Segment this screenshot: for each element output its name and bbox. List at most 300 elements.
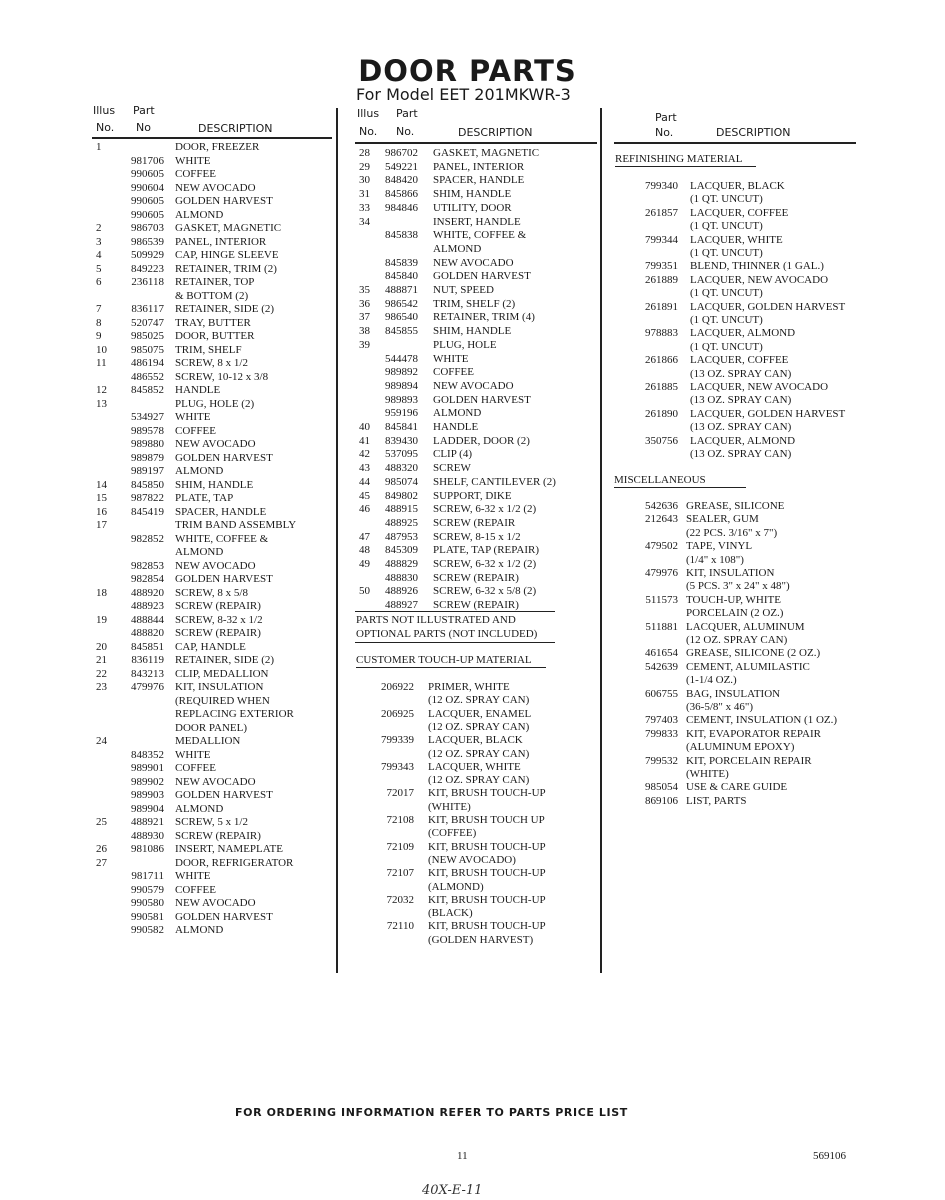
- table-row: [0, 314, 945, 327]
- illus-number: 30: [359, 174, 370, 187]
- table-row: [0, 841, 945, 854]
- table-row: [0, 220, 945, 233]
- part-description: NEW AVOCADO: [175, 775, 256, 788]
- table-row: [0, 180, 945, 193]
- part-number: 797403: [645, 714, 678, 727]
- table-row: [0, 594, 945, 607]
- part-description: SHIM, HANDLE: [433, 188, 512, 201]
- page-number: 11: [457, 1150, 468, 1162]
- illus-number: 44: [359, 475, 370, 488]
- part-description: SHIM, HANDLE: [175, 478, 254, 491]
- part-number: 537095: [385, 448, 418, 461]
- part-description: SEALER, GUM: [686, 513, 759, 526]
- table-row: [0, 435, 945, 448]
- illus-number: 18: [96, 586, 107, 599]
- section-rule: [355, 611, 555, 612]
- part-number: 488820: [131, 627, 164, 639]
- part-no-header: No: [136, 121, 151, 134]
- part-description: INSERT, HANDLE: [433, 215, 521, 228]
- illus-number: 19: [96, 613, 107, 626]
- table-row: [0, 327, 945, 340]
- part-number: 261857: [645, 206, 678, 219]
- part-description: (12 OZ. SPRAY CAN): [428, 720, 530, 733]
- part-description: LACQUER, WHITE: [690, 233, 783, 246]
- table-row: [0, 701, 945, 714]
- part-description: PRIMER, WHITE: [428, 681, 510, 693]
- illus-number: 17: [96, 519, 107, 531]
- part-number: 985074: [385, 475, 418, 488]
- part-description: COFFEE: [175, 168, 216, 180]
- part-description: (GOLDEN HARVEST): [428, 933, 534, 946]
- table-row: [0, 554, 945, 567]
- part-description: SCREW (REPAIR): [433, 599, 519, 612]
- illus-number: 3: [96, 235, 102, 248]
- part-description: (ALMOND): [428, 880, 484, 893]
- part-description: (1-1/4 OZ.): [686, 674, 737, 687]
- part-description: GOLDEN HARVEST: [175, 910, 273, 923]
- part-number: 989879: [131, 451, 164, 464]
- part-description: NEW AVOCADO: [433, 379, 514, 392]
- illus-number: 28: [359, 147, 370, 159]
- table-row: [0, 854, 945, 867]
- illus-number: 45: [359, 489, 370, 502]
- table-row: [0, 513, 945, 526]
- part-number: 959196: [385, 407, 418, 420]
- illus-number: 43: [359, 462, 370, 475]
- part-description: ALMOND: [175, 208, 224, 221]
- part-description: (36-5/8" x 46"): [686, 701, 754, 713]
- part-number: 990580: [131, 897, 164, 909]
- part-number: 799833: [645, 727, 678, 740]
- not-illustrated-note: PARTS NOT ILLUSTRATED AND: [356, 614, 516, 626]
- part-description: PLUG, HOLE (2): [175, 397, 255, 410]
- part-description: MEDALLION: [175, 735, 241, 747]
- illus-number: 20: [96, 640, 107, 653]
- table-row: [0, 527, 945, 540]
- illus-number: 50: [359, 585, 370, 598]
- illus-no-header: No.: [359, 125, 378, 138]
- part-description: (1/4" x 108"): [686, 553, 744, 566]
- table-row: [0, 462, 945, 475]
- table-row: [0, 881, 945, 894]
- part-description: WHITE: [175, 411, 211, 423]
- part-description: SCREW, 8-15 x 1/2: [433, 530, 521, 543]
- part-description: SCREW (REPAIR): [433, 571, 519, 584]
- part-description: PORCELAIN (2 OZ.): [686, 607, 784, 620]
- table-row: [0, 394, 945, 407]
- part-description: NEW AVOCADO: [175, 559, 256, 572]
- part-number: 869106: [645, 794, 678, 807]
- illus-number: 23: [96, 681, 107, 693]
- part-number: 72032: [386, 893, 414, 906]
- part-description: PLATE, TAP (REPAIR): [433, 544, 539, 557]
- part-description: SCREW (REPAIR: [433, 516, 516, 529]
- part-number: 839430: [385, 434, 418, 447]
- part-number: 799340: [645, 180, 678, 192]
- part-number: 845850: [131, 478, 164, 491]
- part-number: 488927: [385, 599, 418, 612]
- part-description: DOOR, FREEZER: [175, 141, 260, 153]
- table-row: [0, 476, 945, 489]
- ordering-note: FOR ORDERING INFORMATION REFER TO PARTS PRICE LIST: [235, 1106, 628, 1119]
- part-number: 487953: [385, 530, 418, 543]
- part-number: 984846: [385, 201, 418, 214]
- part-description: RETAINER, SIDE (2): [175, 303, 275, 315]
- part-number: 544478: [385, 352, 418, 365]
- part-number: 72017: [386, 787, 414, 800]
- part-description: UTILITY, DOOR: [433, 201, 512, 214]
- table-row: [0, 234, 945, 247]
- part-description: (13 OZ. SPRAY CAN): [690, 367, 792, 380]
- section-rule: [355, 642, 555, 643]
- part-description: KIT, BRUSH TOUCH UP: [428, 814, 545, 826]
- table-row: [0, 894, 945, 907]
- table-row: [0, 728, 945, 741]
- part-description: SCREW, 6-32 x 1/2 (2): [433, 558, 537, 570]
- part-number: 799343: [381, 760, 414, 773]
- part-description: LACQUER, GOLDEN HARVEST: [690, 300, 846, 313]
- part-description: LACQUER, GOLDEN HARVEST: [690, 407, 846, 420]
- part-number: 981086: [131, 843, 164, 855]
- part-description: & BOTTOM (2): [175, 289, 249, 302]
- part-number: 511573: [645, 593, 678, 606]
- part-description: GOLDEN HARVEST: [175, 789, 273, 801]
- illus-number: 10: [96, 343, 107, 356]
- illus-number: 8: [96, 316, 102, 329]
- handwritten-note: 40X-E-11: [422, 1183, 483, 1198]
- part-number: 488923: [131, 600, 164, 612]
- part-description: USE & CARE GUIDE: [686, 781, 788, 794]
- part-description: DOOR, BUTTER: [175, 330, 255, 342]
- part-number: 509929: [131, 249, 164, 261]
- part-number: 986702: [385, 147, 418, 159]
- part-description: SPACER, HANDLE: [433, 174, 525, 187]
- part-description: (13 OZ. SPRAY CAN): [690, 448, 792, 460]
- part-number: 990605: [131, 208, 164, 221]
- part-number: 989893: [385, 393, 418, 406]
- part-description: (1 QT. UNCUT): [690, 220, 763, 233]
- part-number: 836117: [131, 303, 164, 315]
- illus-number: 49: [359, 558, 370, 570]
- part-number: 261885: [645, 381, 678, 393]
- part-number: 989578: [131, 424, 164, 437]
- part-description: TRIM BAND ASSEMBLY: [175, 519, 297, 531]
- part-description: LACQUER, NEW AVOCADO: [690, 273, 829, 286]
- part-number: 985025: [131, 330, 164, 342]
- part-number: 488320: [385, 462, 418, 475]
- part-number: 206922: [381, 681, 414, 693]
- illus-number: 14: [96, 478, 107, 491]
- part-number: 511881: [645, 620, 678, 633]
- table-row: [0, 814, 945, 827]
- part-description: KIT, INSULATION: [686, 567, 775, 579]
- part-description: ALMOND: [175, 546, 224, 558]
- part-number: 236118: [131, 276, 164, 288]
- part-description: KIT, BRUSH TOUCH-UP: [428, 920, 546, 933]
- part-description: WHITE, COFFEE &: [175, 532, 269, 545]
- part-number: 479976: [131, 681, 164, 693]
- table-row: [0, 907, 945, 920]
- part-description: SCREW, 6-32 x 1/2 (2): [433, 503, 537, 516]
- part-description: LACQUER, NEW AVOCADO: [690, 381, 829, 393]
- part-number: 985054: [645, 781, 678, 794]
- part-number: 799339: [381, 734, 414, 747]
- part-description: DOOR, REFRIGERATOR: [175, 856, 294, 869]
- part-description: COFFEE: [175, 424, 216, 437]
- document-number: 569106: [813, 1150, 846, 1162]
- table-row: [0, 421, 945, 434]
- part-description: KIT, BRUSH TOUCH-UP: [428, 867, 546, 880]
- part-description: PLUG, HOLE: [433, 338, 497, 351]
- part-description: NEW AVOCADO: [175, 181, 256, 194]
- part-description: GOLDEN HARVEST: [433, 270, 531, 283]
- part-number: 534927: [131, 411, 164, 423]
- table-row: [0, 827, 945, 840]
- illus-number: 38: [359, 325, 370, 338]
- part-description: RETAINER, TRIM (4): [433, 311, 535, 324]
- part-description: PLATE, TAP: [175, 492, 234, 504]
- part-number: 990582: [131, 924, 164, 936]
- table-row: [0, 338, 945, 354]
- part-number: 989903: [131, 789, 164, 801]
- part-number: 488829: [385, 558, 418, 570]
- part-number: 799344: [645, 233, 678, 246]
- illus-number: 9: [96, 330, 102, 342]
- part-description: SHIM, HANDLE: [433, 325, 512, 338]
- part-description: (5 PCS. 3" x 24" x 48"): [686, 580, 790, 593]
- part-number: 845840: [385, 270, 418, 283]
- part-description: GOLDEN HARVEST: [175, 451, 273, 464]
- table-row: [0, 741, 945, 754]
- table-row: [0, 408, 945, 421]
- part-description: HANDLE: [175, 384, 221, 396]
- part-description: BLEND, THINNER (1 GAL.): [690, 260, 824, 273]
- part-header: Part: [396, 107, 418, 120]
- part-number: 989904: [131, 802, 164, 815]
- part-description: (22 PCS. 3/16" x 7"): [686, 526, 778, 539]
- part-number: 350756: [645, 434, 678, 447]
- part-description: (1 QT. UNCUT): [690, 193, 763, 206]
- part-description: REPLACING EXTERIOR: [175, 708, 294, 720]
- part-description: (1 QT. UNCUT): [690, 247, 763, 259]
- part-description: (12 OZ. SPRAY CAN): [428, 694, 530, 707]
- table-row: [0, 674, 945, 687]
- illus-no-header: No.: [96, 121, 115, 134]
- part-number: 542636: [645, 500, 678, 512]
- part-description: (WHITE): [686, 768, 729, 780]
- part-number: 845855: [385, 325, 418, 338]
- part-description: GASKET, MAGNETIC: [175, 222, 282, 234]
- part-description: (COFFEE): [428, 827, 477, 840]
- part-description: (NEW AVOCADO): [428, 853, 516, 866]
- part-number: 486194: [131, 357, 164, 369]
- illus-header: Illus: [93, 104, 116, 117]
- part-number: 990581: [131, 910, 164, 923]
- table-row: [0, 795, 945, 808]
- part-number: 488844: [131, 613, 164, 626]
- part-number: 986542: [385, 297, 418, 310]
- part-number: 479976: [645, 567, 678, 579]
- description-header: DESCRIPTION: [716, 126, 791, 139]
- part-number: 488915: [385, 503, 418, 516]
- part-number: 72108: [386, 814, 414, 826]
- part-number: 981706: [131, 154, 164, 167]
- part-description: ALMOND: [175, 465, 224, 477]
- part-header: Part: [133, 104, 155, 117]
- illus-number: 24: [96, 735, 107, 747]
- table-row: [0, 274, 945, 287]
- part-description: INSERT, NAMEPLATE: [175, 843, 283, 855]
- illus-number: 42: [359, 448, 370, 461]
- part-number: 849223: [131, 262, 164, 275]
- part-description: LACQUER, WHITE: [428, 760, 521, 773]
- part-number: 986539: [131, 235, 164, 248]
- part-description: SCREW, 6-32 x 5/8 (2): [433, 585, 537, 598]
- part-description: LADDER, DOOR (2): [433, 434, 530, 447]
- part-description: (12 OZ. SPRAY CAN): [428, 774, 530, 787]
- part-number: 488926: [385, 585, 418, 598]
- illus-number: 47: [359, 530, 370, 543]
- part-description: WHITE: [433, 352, 469, 365]
- part-description: WHITE: [175, 748, 211, 761]
- part-description: SCREW (REPAIR): [175, 600, 261, 612]
- part-description: WHITE: [175, 870, 211, 882]
- table-row: [0, 147, 945, 160]
- part-description: LACQUER, BLACK: [690, 180, 785, 192]
- touchup-heading: CUSTOMER TOUCH-UP MATERIAL: [356, 654, 546, 668]
- illus-number: 15: [96, 492, 107, 504]
- table-row: [0, 301, 945, 314]
- illus-number: 21: [96, 654, 107, 666]
- part-number: 520747: [131, 316, 164, 329]
- part-number: 981711: [131, 870, 164, 882]
- table-row: [0, 755, 945, 768]
- illus-number: 40: [359, 421, 370, 433]
- table-row: [0, 768, 945, 781]
- part-number: 261866: [645, 354, 678, 367]
- table-row: [0, 934, 945, 947]
- part-description: NEW AVOCADO: [175, 897, 256, 909]
- part-number: 799532: [645, 754, 678, 767]
- part-description: TAPE, VINYL: [686, 540, 753, 553]
- part-number: 848420: [385, 174, 418, 187]
- table-row: [0, 781, 945, 794]
- part-number: 845841: [385, 421, 418, 433]
- part-number: 990604: [131, 181, 164, 194]
- part-description: RETAINER, SIDE (2): [175, 654, 275, 666]
- illus-number: 27: [96, 856, 107, 869]
- part-number: 72110: [386, 920, 414, 933]
- table-row: [0, 193, 945, 206]
- part-number: 848352: [131, 748, 164, 761]
- refinishing-heading: REFINISHING MATERIAL: [615, 153, 756, 167]
- illus-number: 5: [96, 262, 102, 275]
- part-number: 987822: [131, 492, 164, 504]
- part-description: ALMOND: [175, 802, 224, 815]
- part-number: 989892: [385, 366, 418, 379]
- part-description: ALMOND: [433, 242, 482, 255]
- illus-number: 6: [96, 276, 102, 288]
- part-number: 488871: [385, 284, 418, 296]
- part-number: 989197: [131, 465, 164, 477]
- part-number: 982853: [131, 559, 164, 572]
- part-number: 72107: [386, 867, 414, 880]
- part-description: GOLDEN HARVEST: [175, 195, 273, 207]
- part-description: CAP, HANDLE: [175, 640, 246, 653]
- part-description: KIT, BRUSH TOUCH-UP: [428, 840, 546, 853]
- table-row: [0, 368, 945, 381]
- part-description: KIT, PORCELAIN REPAIR: [686, 754, 812, 767]
- part-description: SCREW: [433, 462, 471, 475]
- part-description: SHELF, CANTILEVER (2): [433, 475, 556, 488]
- part-description: KIT, INSULATION: [175, 681, 264, 693]
- table-row: [0, 247, 945, 260]
- part-description: (ALUMINUM EPOXY): [686, 741, 795, 754]
- illus-header: Illus: [357, 107, 380, 120]
- part-number: 986540: [385, 311, 418, 324]
- part-description: SCREW, 8 x 5/8: [175, 586, 248, 599]
- part-number: 989894: [385, 379, 418, 392]
- part-no-header: No.: [655, 126, 674, 139]
- part-header: Part: [655, 111, 677, 124]
- part-description: (13 OZ. SPRAY CAN): [690, 394, 792, 407]
- part-description: TRIM, SHELF: [175, 343, 242, 356]
- part-number: 479502: [645, 540, 678, 553]
- part-description: KIT, BRUSH TOUCH-UP: [428, 893, 546, 906]
- table-row: [0, 688, 945, 701]
- table-row: [0, 354, 945, 367]
- part-description: LACQUER, ALMOND: [690, 327, 796, 340]
- part-description: DOOR PANEL): [175, 721, 248, 734]
- illus-number: 1: [96, 141, 102, 153]
- part-number: 989880: [131, 438, 164, 450]
- part-description: CLIP, MEDALLION: [175, 667, 269, 680]
- part-description: SCREW, 8 x 1/2: [175, 357, 248, 369]
- part-description: ALMOND: [433, 407, 482, 420]
- illus-number: 4: [96, 249, 102, 261]
- table-row: [0, 287, 945, 300]
- part-number: 261890: [645, 407, 678, 420]
- part-number: 990605: [131, 168, 164, 180]
- illus-number: 31: [359, 188, 370, 201]
- part-number: 845851: [131, 640, 164, 653]
- part-number: 606755: [645, 687, 678, 700]
- part-number: 845419: [131, 505, 164, 518]
- header-rule: [92, 137, 332, 139]
- table-row: [0, 920, 945, 933]
- part-description: (BLACK): [428, 907, 473, 920]
- part-description: LACQUER, ENAMEL: [428, 707, 532, 720]
- part-number: 488920: [131, 586, 164, 599]
- part-description: KIT, EVAPORATOR REPAIR: [686, 727, 821, 740]
- part-description: LACQUER, COFFEE: [690, 206, 789, 219]
- part-description: (12 OZ. SPRAY CAN): [686, 634, 788, 646]
- part-number: 845852: [131, 384, 164, 396]
- part-description: SUPPORT, DIKE: [433, 489, 512, 502]
- part-description: WHITE: [175, 154, 211, 167]
- illus-number: 37: [359, 311, 370, 324]
- part-description: TRAY, BUTTER: [175, 316, 251, 329]
- part-number: 985075: [131, 343, 164, 356]
- table-row: [0, 867, 945, 880]
- part-number: 986703: [131, 222, 164, 234]
- part-number: 982854: [131, 573, 164, 585]
- part-number: 261889: [645, 273, 678, 286]
- part-description: GREASE, SILICONE (2 OZ.): [686, 647, 821, 660]
- table-row: [0, 448, 945, 461]
- part-description: (WHITE): [428, 800, 471, 813]
- part-number: 982852: [131, 532, 164, 545]
